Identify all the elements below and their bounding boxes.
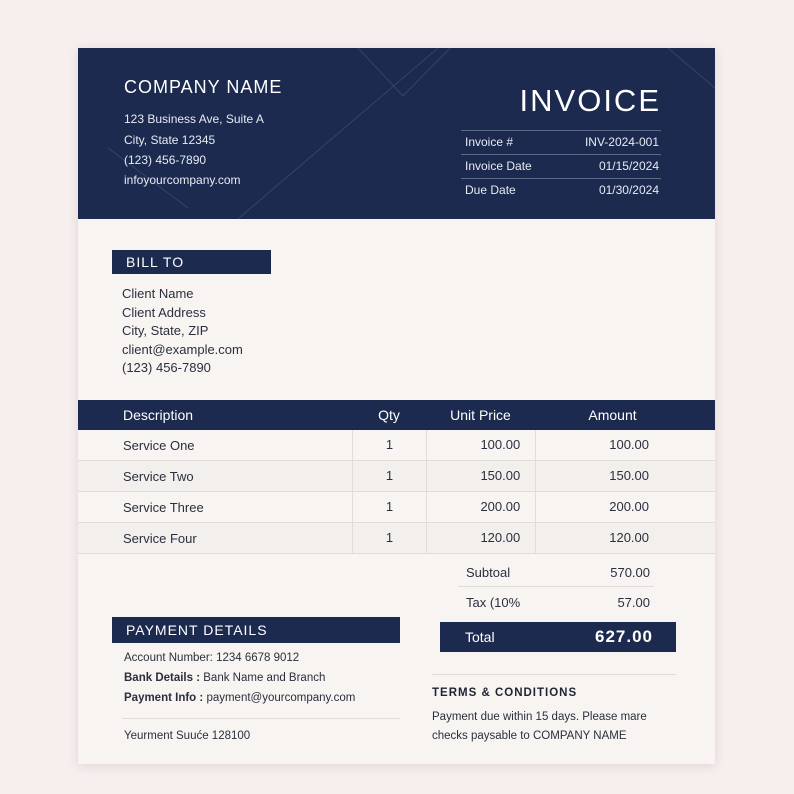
- cell-qty: 1: [352, 461, 427, 491]
- header-amount: Amount: [588, 407, 637, 423]
- invoice-title: INVOICE: [519, 83, 661, 118]
- terms-line-2: checks paysable to COMPANY NAME: [432, 730, 627, 742]
- bank-details-line: [124, 672, 325, 684]
- table-row: [78, 523, 715, 554]
- due-date-row: [461, 179, 661, 202]
- invoice-date-row: [461, 155, 661, 179]
- meta-value: 01/15/2024: [598, 159, 659, 173]
- total-row: [440, 622, 676, 652]
- cell-description: Service One: [123, 437, 195, 453]
- payment-divider: [122, 718, 400, 719]
- payment-info-value: payment@yourcompany.com: [206, 692, 356, 704]
- bank-details-value: Bank Name and Branch: [203, 672, 326, 684]
- cell-qty: 1: [352, 523, 427, 553]
- bill-to-client-address: Client Address: [122, 305, 206, 320]
- invoice-header: [78, 48, 715, 219]
- table-row: [78, 492, 715, 523]
- payment-footer-note: Yeurment Suuće 128100: [124, 730, 251, 742]
- tax-row: [458, 588, 654, 616]
- subtotal-row: [458, 559, 654, 587]
- subtotal-value: 570.00: [610, 565, 650, 580]
- meta-label: Due Date: [465, 183, 516, 197]
- cell-description: Service Two: [123, 468, 194, 484]
- meta-label: Invoice Date: [465, 159, 532, 173]
- bill-to-client-name: Client Name: [122, 286, 194, 301]
- cell-amount: 100.00: [535, 430, 715, 460]
- account-number-line: [124, 652, 299, 664]
- meta-value: INV-2024-001: [584, 135, 659, 149]
- bank-details-label: Bank Details :: [124, 672, 201, 684]
- header-qty: Qty: [378, 407, 400, 423]
- meta-label: Invoice #: [465, 135, 514, 149]
- total-label: Total: [465, 629, 495, 645]
- subtotal-label: Subtoal: [466, 565, 511, 580]
- header-unit-price: Unit Price: [450, 407, 511, 423]
- payment-info-line: [124, 692, 355, 704]
- line-items-table: [78, 400, 715, 554]
- meta-value: 01/30/2024: [598, 183, 659, 197]
- cell-qty: 1: [352, 430, 427, 460]
- cell-description: Service Three: [123, 499, 204, 515]
- terms-heading: TERMS & CONDITIONS: [432, 687, 578, 699]
- cell-amount: 120.00: [535, 523, 715, 553]
- payment-details-heading: PAYMENT DETAILS: [112, 617, 400, 643]
- cell-unit-price: 200.00: [426, 492, 535, 522]
- tax-value: 57.00: [617, 594, 650, 610]
- company-name: COMPANY NAME: [124, 77, 283, 97]
- cell-amount: 150.00: [535, 461, 715, 491]
- bill-to-heading: BILL TO: [112, 250, 271, 274]
- bill-to-city-state-zip: City, State, ZIP: [122, 323, 209, 338]
- company-website: infoyourcompany.com: [124, 173, 241, 187]
- cell-description: Service Four: [123, 530, 197, 546]
- terms-divider: [432, 674, 676, 675]
- cell-amount: 200.00: [535, 492, 715, 522]
- payment-info-label: Payment Info :: [124, 692, 204, 704]
- cell-unit-price: 150.00: [426, 461, 535, 491]
- company-address-line1: 123 Business Ave, Suite A: [124, 112, 264, 126]
- header-description: Description: [123, 407, 194, 423]
- cell-qty: 1: [352, 492, 427, 522]
- invoice-number-row: [461, 131, 661, 155]
- table-header: [78, 400, 715, 430]
- account-number-label: Account Number:: [124, 652, 213, 664]
- total-value: 627.00: [595, 627, 653, 646]
- company-phone: (123) 456-7890: [124, 153, 207, 167]
- terms-line-1: Payment due within 15 days. Please mare: [432, 711, 647, 723]
- bill-to-phone: (123) 456-7890: [122, 360, 211, 375]
- invoice-meta-table: [461, 130, 661, 202]
- account-number-value: 1234 6678 9012: [216, 652, 300, 664]
- company-address-line2: City, State 12345: [124, 133, 216, 147]
- cell-unit-price: 100.00: [426, 430, 535, 460]
- cell-unit-price: 120.00: [426, 523, 535, 553]
- tax-label: Tax (10%: [466, 594, 521, 610]
- bill-to-email: client@example.com: [122, 342, 243, 357]
- table-row: [78, 461, 715, 492]
- invoice-sheet: [78, 48, 715, 764]
- table-row: [78, 430, 715, 461]
